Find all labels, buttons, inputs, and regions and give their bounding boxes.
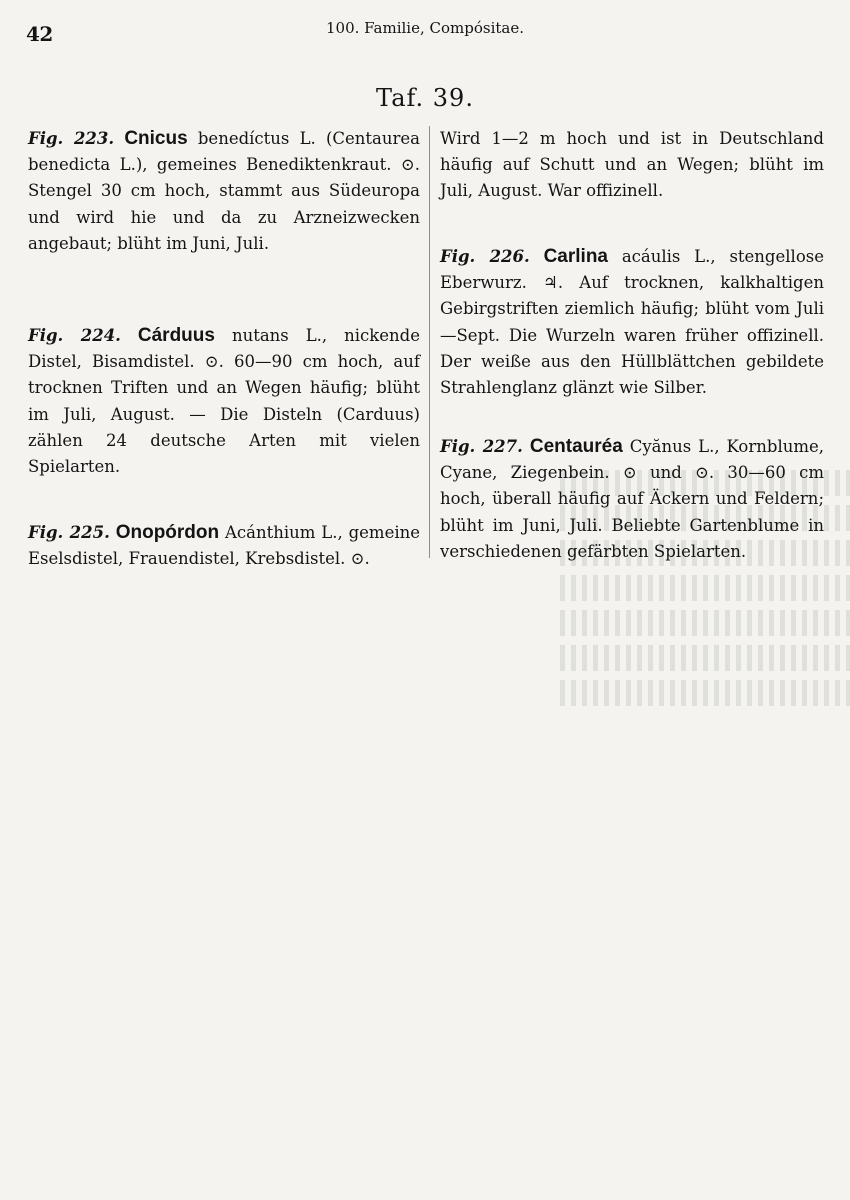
entry-text: Cyănus L., Kornblume, Cyane, Ziegenbein. ⊙ und ⊙. 30—60 cm hoch, überall häufig auf Äckern und Feldern; blüht im Juni, Juli. Beliebte Gartenblume in verschiedenen gefärbten Spielarten. (440, 437, 825, 561)
entry-text: benedíctus L. (Centaurea benedicta L.), gemeines Benediktenkraut. ⊙. Stengel 30 cm hoch, stammt aus Südeuropa und wird hie und da zu Arzneizwecken angebaut; blüht im Juni, Juli. (28, 129, 420, 253)
entry-fig-225-continuation: Wird 1—2 m hoch und ist in Deutschland häufig auf Schutt und an Wegen; blüht im Juli, August. War offizinell. (440, 129, 824, 201)
fig-label: Fig. 223. (28, 129, 115, 148)
entry-text: acáulis L., stengellose Eberwurz. ♃. Auf trocknen, kalkhaltigen Gebirgstriften ziemlich häufig; blüht vom Juli—Sept. Die Wurzeln waren früher offizinell. Der weiße aus den Hüllblättchen gebildete Strahlenglanz glänzt wie Silber. (440, 247, 824, 398)
entry-fig-226 (440, 244, 824, 401)
page-number: 42 (26, 22, 53, 46)
entry-fig-224 (28, 323, 420, 480)
running-title: 100. Familie, Compósitae. (325, 19, 524, 37)
genus-name: Cárduus (137, 325, 215, 346)
genus-name: Centauréa (529, 436, 623, 457)
entry-text: Acánthium L., gemeine Eselsdistel, Frauendistel, Krebsdistel. ⊙. (28, 523, 421, 569)
entry-fig-227 (440, 434, 824, 565)
entry-fig-225 (28, 520, 420, 572)
fig-label: Fig. 227. (440, 437, 523, 456)
fig-label: Fig. 224. (28, 326, 121, 345)
genus-name: Carlina (543, 246, 608, 267)
genus-name: Onopórdon (115, 522, 220, 543)
plate-title: Taf. 39. (376, 84, 474, 112)
fig-label: Fig. 225. (28, 523, 110, 542)
entry-text: nutans L., nickende Distel, Bisamdistel. ⊙. 60—90 cm hoch, auf trocknen Triften und an Wegen häufig; blüht im Juli, August. — Die Disteln (Carduus) zählen 24 deutsche Arten mit vielen Spielarten. (28, 326, 420, 477)
column-divider (429, 126, 430, 558)
genus-name: Cnicus (124, 128, 188, 149)
entry-fig-223 (28, 126, 420, 257)
fig-label: Fig. 226. (440, 247, 530, 266)
